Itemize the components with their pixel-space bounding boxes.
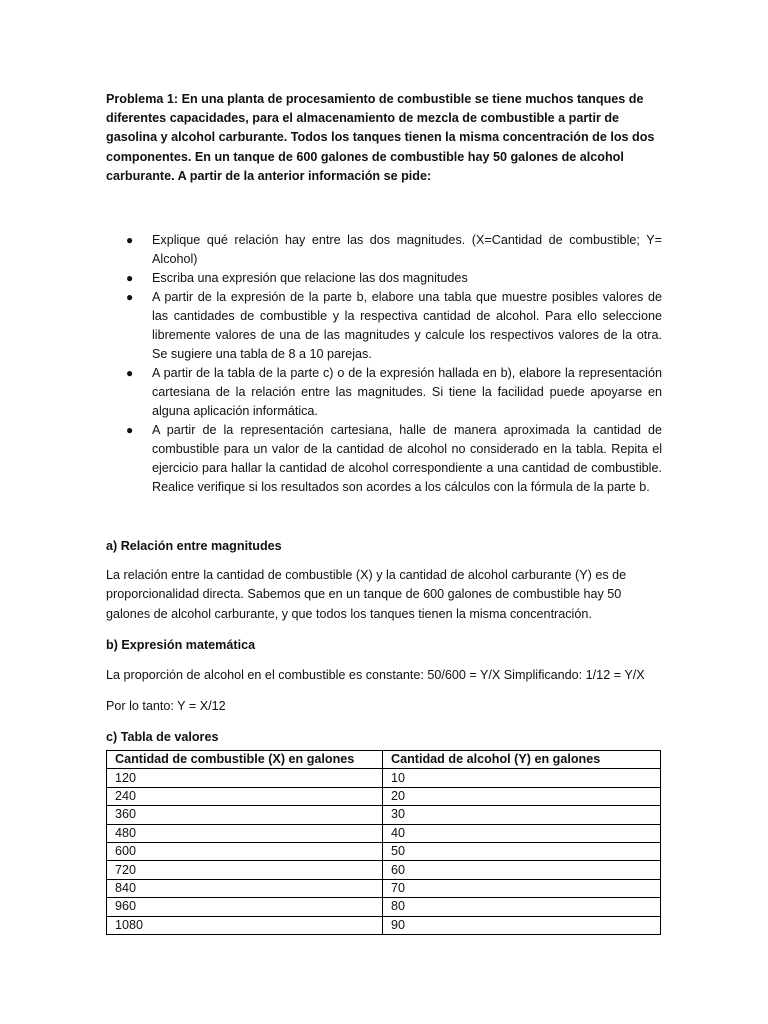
alcohol-cell: 30 <box>383 806 661 824</box>
fuel-cell: 120 <box>107 769 383 787</box>
problem-statement: Problema 1: En una planta de procesamiento de combustible se tiene muchos tanques de diferentes capacidades, para el almacenamiento de mezcla de combustible a partir de gasolina y alcohol carburante. Todos los tanques tienen la misma concentración de los dos componentes. En un tanque de 600 galones de combustible hay 50 galones de alcohol carburante. A partir de la anterior información se pide: <box>106 92 655 183</box>
section-a-title: a) Relación entre magnitudes <box>106 539 282 554</box>
header-alcohol: Cantidad de alcohol (Y) en galones <box>383 751 661 769</box>
task-item: ● A partir de la representación cartesiana, halle de manera aproximada la cantidad de combustible para un valor de la cantidad de alcohol no considerado en la tabla. Repita el ejercicio para hallar la cantidad de alcohol correspondiente a una cantidad de combustible. Realice verifique si los resultados son acordes a los cálculos con la fórmula de la parte b. <box>126 423 662 495</box>
fuel-cell: 1080 <box>107 916 383 934</box>
fuel-cell: 600 <box>107 843 383 861</box>
table-row <box>107 843 661 861</box>
section-b-text-proportion: La proporción de alcohol en el combustible es constante: 50/600 = Y/X Simplificando: 1/12 = Y/X <box>106 668 645 683</box>
header-fuel: Cantidad de combustible (X) en galones <box>107 751 383 769</box>
alcohol-cell: 10 <box>383 769 661 787</box>
table-row <box>107 824 661 842</box>
section-a-text: La relación entre la cantidad de combustible (X) y la cantidad de alcohol carburante (Y) es de proporcionalidad directa. Sabemos que en un tanque de 600 galones de combustible hay 50 galones de alcohol carburante, y que todos los tanques tienen la misma concentración. <box>106 568 627 621</box>
fuel-cell: 240 <box>107 787 383 805</box>
task-item: ● Escriba una expresión que relacione las dos magnitudes <box>106 269 662 288</box>
alcohol-cell: 70 <box>383 879 661 897</box>
alcohol-cell: 20 <box>383 787 661 805</box>
values-table <box>106 750 661 935</box>
section-c-title: c) Tabla de valores <box>106 730 219 745</box>
fuel-cell: 480 <box>107 824 383 842</box>
fuel-cell: 360 <box>107 806 383 824</box>
task-list <box>106 231 662 497</box>
task-item: ● A partir de la tabla de la parte c) o de la expresión hallada en b), elabore la representación cartesiana de la relación entre las magnitudes. Si tiene la facilidad puede apoyarse en alguna aplicación informática. <box>126 366 662 419</box>
document-page <box>106 90 662 935</box>
table-row <box>107 916 661 934</box>
fuel-cell: 960 <box>107 898 383 916</box>
section-b-title: b) Expresión matemática <box>106 638 256 653</box>
section-b-text-result: Por lo tanto: Y = X/12 <box>106 698 226 713</box>
task-item: ● A partir de la expresión de la parte b, elabore una tabla que muestre posibles valores de las cantidades de combustible y la respectiva cantidad de alcohol. Para ello seleccione libremente valores de una de las magnitudes y calcule los respectivos valores de la otra. Se sugiere una tabla de 8 a 10 parejas. <box>126 290 662 362</box>
bullet-icon: ● <box>126 233 134 248</box>
alcohol-cell: 90 <box>383 916 661 934</box>
bullet-icon: ● <box>126 271 134 286</box>
alcohol-cell: 50 <box>383 843 661 861</box>
table-row <box>107 879 661 897</box>
alcohol-cell: 60 <box>383 861 661 879</box>
table-row <box>107 769 661 787</box>
table-header-row <box>107 751 661 769</box>
alcohol-cell: 80 <box>383 898 661 916</box>
fuel-cell: 840 <box>107 879 383 897</box>
bullet-icon: ● <box>126 290 134 305</box>
bullet-icon: ● <box>126 423 134 438</box>
table-row <box>107 806 661 824</box>
fuel-cell: 720 <box>107 861 383 879</box>
alcohol-cell: 40 <box>383 824 661 842</box>
bullet-icon: ● <box>126 366 134 381</box>
task-item: ● Explique qué relación hay entre las dos magnitudes. (X=Cantidad de combustible; Y= Alcohol) <box>126 233 662 267</box>
table-row <box>107 861 661 879</box>
table-row <box>107 787 661 805</box>
table-row <box>107 898 661 916</box>
